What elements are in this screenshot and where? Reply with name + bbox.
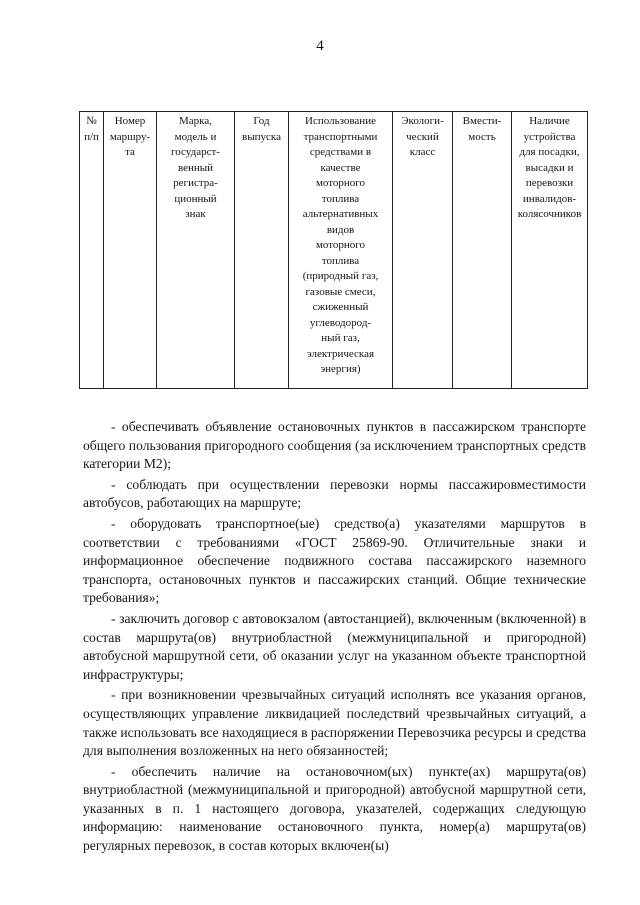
header-cell-capacity: Вмести- мость <box>453 112 512 389</box>
paragraph: - при возникновении чрезвычайных ситуаций исполнять все указания органов, осуществляющих управление ликвидацией последствий чрезвычайных ситуаций, а также использовать все находящиеся в распоряжении Перевозчика ресурсы и средства для выполнения возложенных на него обязанностей; <box>83 687 586 759</box>
header-cell-number: № п/п <box>80 112 104 389</box>
paragraph: - соблюдать при осуществлении перевозки нормы пассажировместимости автобусов, работающих на маршруте; <box>83 476 586 511</box>
paragraph: - обеспечивать объявление остановочных пунктов в пассажирском транспорте общего пользования пригородного сообщения (за исключением транспортных средств категории М2); <box>83 419 586 472</box>
header-cell-accessibility: Наличие устройства для посадки, высадки и перевозки инвалидов- колясочников <box>512 112 588 389</box>
vehicle-table <box>79 111 588 389</box>
body-text <box>83 418 586 858</box>
header-cell-model: Марка, модель и государст- венный регистра- ционный знак <box>157 112 235 389</box>
table-header-row <box>80 112 588 389</box>
paragraph: - обеспечить наличие на остановочном(ых) пункте(ах) маршрута(ов) внутриобластной (межмуниципальной и пригородной) автобусной маршрутной сети, указанных в п. 1 настоящего договора, указателей, содержащих следующую информацию: наименование остановочного пункта, номер(а) маршрута(ов) регулярных перевозок, в состав которых включен(ы) <box>83 763 586 854</box>
header-cell-fuel: Использование транспортными средствами в качестве моторного топлива альтернативных видов моторного топлива (природный газ, газовые смеси, сжиженный углеводород- ный газ, электрическая энергия) <box>289 112 393 389</box>
page-number: 4 <box>316 38 324 54</box>
header-cell-eco-class: Экологи- ческий класс <box>393 112 453 389</box>
paragraph: - заключить договор с автовокзалом (автостанцией), включенным (включенной) в состав маршрута(ов) внутриобластной (межмуниципальной и пригородной) автобусной маршрутной сети, об оказании услуг на указанном объекте транспортной инфраструктуры; <box>83 610 586 682</box>
paragraph: - оборудовать транспортное(ые) средство(а) указателями маршрутов в соответствии с требованиями «ГОСТ 25869-90. Отличительные знаки и информационное обеспечение подвижного состава пассажирского наземного транспорта, остановочных пунктов и пассажирских станций. Общие технические требования»; <box>83 515 586 606</box>
header-cell-route: Номер маршру- та <box>104 112 157 389</box>
header-cell-year: Год выпуска <box>235 112 289 389</box>
